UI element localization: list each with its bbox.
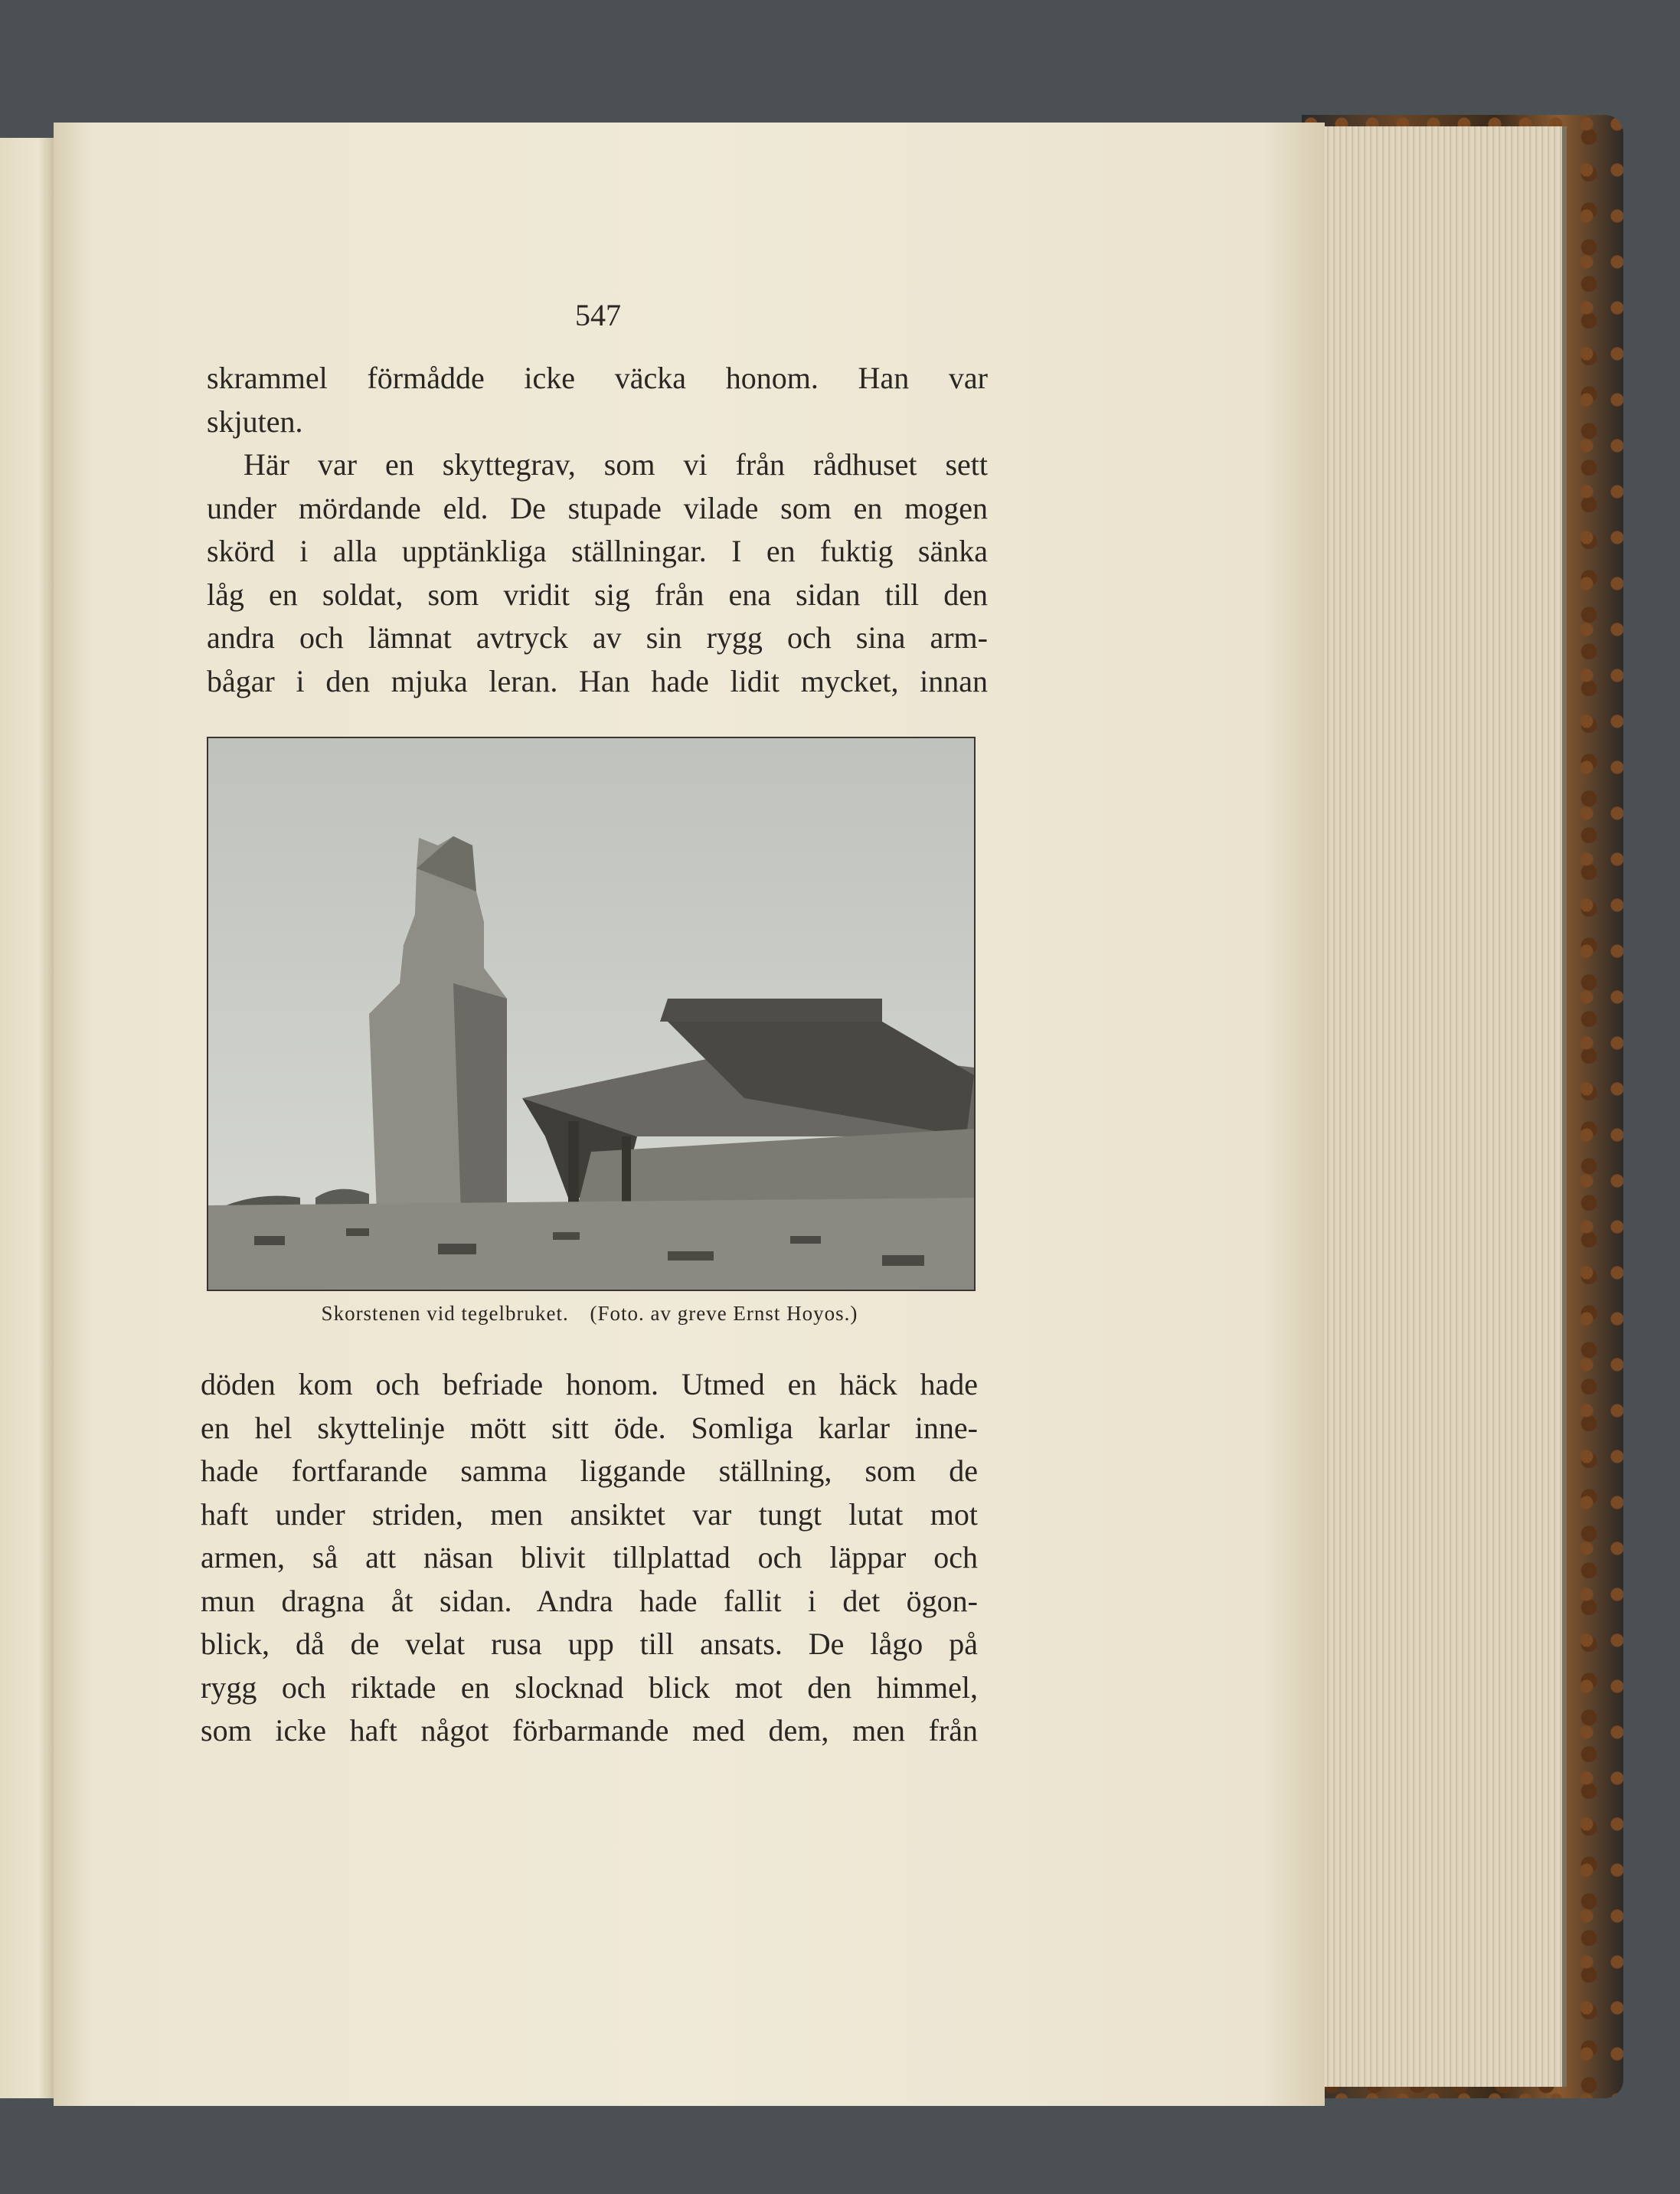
- body-text-top: [207, 357, 988, 703]
- text-line: mun dragna åt sidan. Andra hade fallit i det ögon-: [201, 1583, 978, 1618]
- text-line: låg en soldat, som vridit sig från ena sidan till den: [207, 577, 988, 612]
- page-edges: [1325, 126, 1567, 2087]
- body-text-bottom: [201, 1363, 978, 1753]
- text-line: haft under striden, men ansiktet var tungt lutat mot: [201, 1496, 978, 1532]
- text-line: skrammel förmådde icke väcka honom. Han var: [207, 361, 988, 395]
- text-line: skjuten.: [207, 404, 303, 439]
- caption-credit: (Foto. av greve Ernst Hoyos.): [590, 1302, 858, 1325]
- text-line: en hel skyttelinje mött sitt öde. Somliga karlar inne-: [201, 1410, 978, 1445]
- text-line: blick, då de velat rusa upp till ansats. De lågo på: [201, 1627, 978, 1661]
- text-line: bågar i den mjuka leran. Han hade lidit mycket, innan: [207, 663, 988, 698]
- text-line: rygg och riktade en slocknad blick mot den himmel,: [201, 1669, 978, 1705]
- text-line: skörd i alla upptänkliga ställningar. I en fuktig sänka: [207, 534, 988, 568]
- photo-caption: [207, 1302, 972, 1326]
- text-line: hade fortfarande samma liggande ställning, som de: [201, 1453, 978, 1488]
- text-line: som icke haft något förbarmande med dem, men från: [201, 1713, 978, 1748]
- left-page-edge: [0, 138, 55, 2098]
- text-line: armen, så att näsan blivit tillplattad och läppar och: [201, 1540, 978, 1574]
- text-line: Här var en skyttegrav, som vi från rådhuset sett: [244, 447, 988, 482]
- text-line: andra och lämnat avtryck av sin rygg och sina arm-: [207, 620, 988, 655]
- photograph-ruined-chimney: [207, 737, 976, 1291]
- text-line: döden kom och befriade honom. Utmed en häck hade: [201, 1367, 978, 1401]
- page-number: 547: [575, 298, 621, 332]
- text-line: under mördande eld. De stupade vilade som en mogen: [207, 490, 988, 525]
- caption-main: Skorstenen vid tegelbruket.: [321, 1302, 569, 1325]
